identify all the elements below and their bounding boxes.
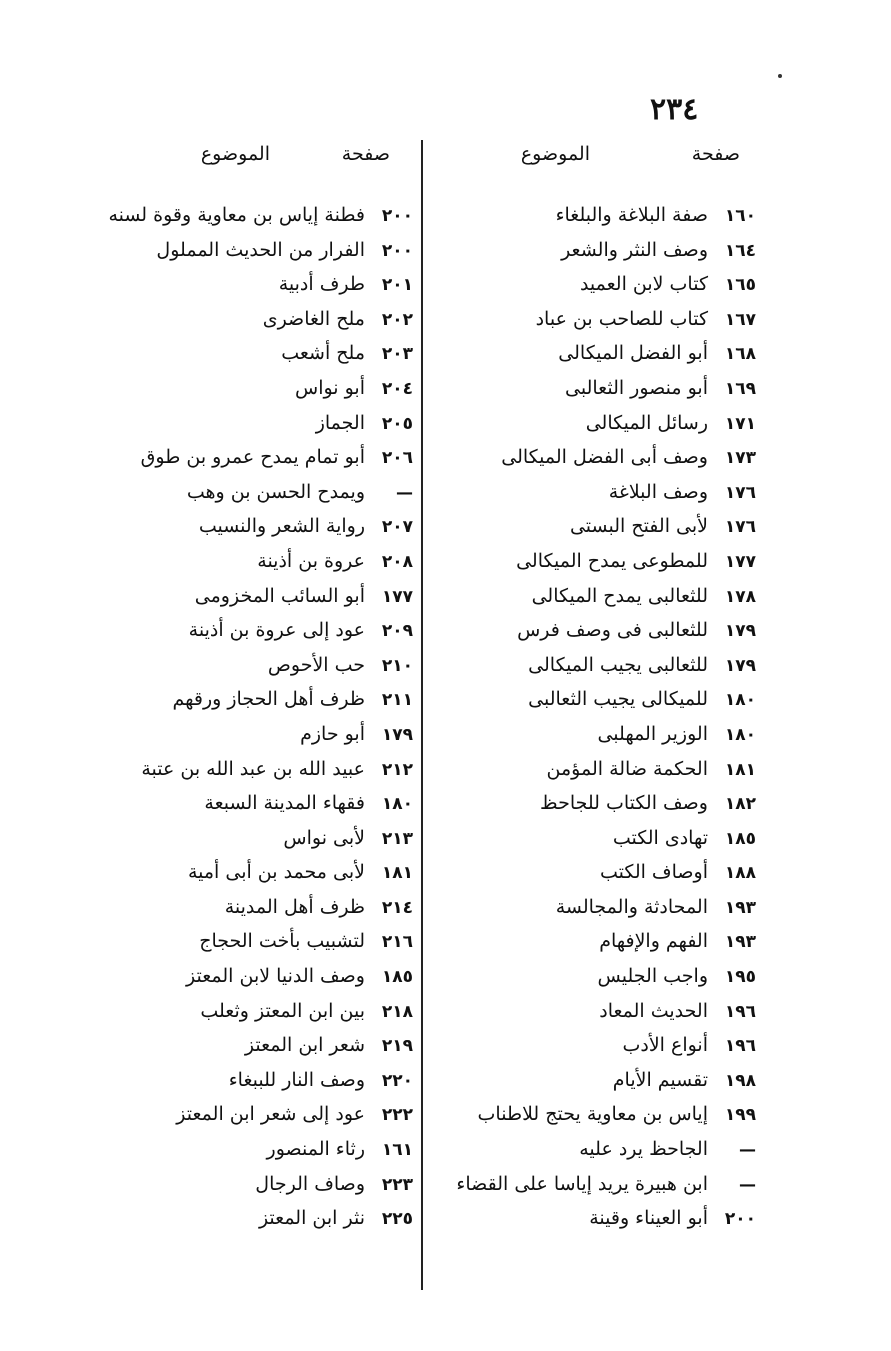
entry-topic: الفهم والإفهام	[599, 930, 708, 953]
entry-topic: ابن هبيرة يريد إياسا على القضاء	[456, 1172, 708, 1195]
index-entry	[436, 924, 756, 959]
column-divider	[421, 140, 423, 1290]
index-entry	[93, 1028, 413, 1063]
index-entry	[93, 267, 413, 302]
entry-page-number: ١٦٨	[724, 344, 756, 365]
entry-topic: الحديث المعاد	[599, 999, 708, 1022]
index-entry	[93, 371, 413, 406]
entry-page-number: ١٧٣	[724, 448, 756, 469]
entry-topic: نثر ابن المعتز	[258, 1207, 365, 1230]
entry-topic: للثعالبى يمدح الميكالى	[531, 584, 708, 607]
entry-page-number: ٢٠٠	[724, 1209, 756, 1230]
entry-topic: حب الأحوص	[267, 653, 365, 676]
entry-page-number: ٢٢٣	[381, 1174, 413, 1195]
entry-topic: للثعالبى فى وصف فرس	[517, 619, 708, 642]
index-entry	[436, 682, 756, 717]
entry-topic: أنواع الأدب	[622, 1034, 708, 1057]
index-entry	[436, 1132, 756, 1167]
entry-topic: كتاب لابن العميد	[579, 273, 708, 296]
index-entry	[93, 994, 413, 1029]
entry-topic: لتشبيب بأخت الحجاج	[199, 930, 365, 953]
left-topic-label: الموضوع	[200, 143, 270, 165]
entry-page-number: ١٧٧	[724, 551, 756, 572]
entry-topic: للثعالبى يجيب الميكالى	[528, 653, 708, 676]
entry-page-number: ١٨١	[724, 759, 756, 780]
entry-page-number: ١٦٩	[724, 378, 756, 399]
entry-page-number: ٢١٦	[381, 932, 413, 953]
entry-page-number: ١٦٤	[724, 240, 756, 261]
entry-page-number: ٢١٩	[381, 1036, 413, 1057]
entry-page-number: ٢١٢	[381, 759, 413, 780]
index-entry	[93, 579, 413, 614]
index-entry	[436, 579, 756, 614]
entry-topic: أبو حازم	[300, 722, 365, 745]
right-page-label: صفحة	[691, 143, 740, 165]
entry-topic: وصف أبى الفضل الميكالى	[501, 446, 708, 469]
entry-page-number: ١٧٧	[381, 586, 413, 607]
index-entry	[436, 406, 756, 441]
entry-topic: تهادى الكتب	[612, 826, 708, 849]
entry-page-number: ٢١٤	[381, 897, 413, 918]
entry-topic: أبو منصور الثعالبى	[565, 376, 708, 399]
entry-page-number: ١٧٩	[724, 655, 756, 676]
entry-topic: أبو الفضل الميكالى	[558, 342, 708, 365]
entry-topic: لأبى محمد بن أبى أمية	[187, 861, 365, 884]
entry-page-number: ١٦١	[381, 1140, 413, 1161]
entry-page-number: ٢٠٦	[381, 448, 413, 469]
entry-page-number: ١٦٥	[724, 275, 756, 296]
index-entry	[436, 1028, 756, 1063]
index-entry	[436, 648, 756, 683]
index-entry	[93, 302, 413, 337]
index-entry	[436, 302, 756, 337]
entry-page-number: ١٦٠	[724, 206, 756, 226]
entry-page-number: —	[739, 1174, 756, 1195]
entry-page-number: ١٧١	[724, 413, 756, 434]
entry-topic: عبيد الله بن عبد الله بن عتبة	[141, 757, 365, 780]
index-entry	[436, 198, 756, 233]
index-entry	[93, 752, 413, 787]
entry-topic: ظرف أهل المدينة	[224, 895, 365, 918]
entry-page-number: ١٨١	[381, 863, 413, 884]
entry-page-number: ١٧٦	[724, 517, 756, 538]
entry-page-number: ٢٠٣	[381, 344, 413, 365]
index-entry	[93, 959, 413, 994]
page-number: ٢٣٤	[650, 92, 699, 127]
entry-page-number: ٢٠٢	[381, 309, 413, 330]
index-entry	[436, 544, 756, 579]
entry-topic: عود إلى عروة بن أذينة	[188, 619, 365, 642]
entry-page-number: ١٨٠	[381, 794, 413, 815]
index-entry	[93, 786, 413, 821]
entry-page-number: ٢٠٨	[381, 551, 413, 572]
index-entry	[436, 717, 756, 752]
entry-topic: إياس بن معاوية يحتج للاطناب	[477, 1103, 708, 1126]
entry-page-number: ١٨٠	[724, 724, 756, 745]
index-entry	[93, 1167, 413, 1202]
index-entry	[436, 1201, 756, 1236]
index-entry	[93, 682, 413, 717]
entry-page-number: ١٩٥	[724, 967, 756, 988]
entry-page-number: ١٧٩	[381, 724, 413, 745]
entry-page-number: ٢٠٧	[381, 517, 413, 538]
index-entry	[93, 717, 413, 752]
entry-topic: أبو العيناء وقينة	[589, 1207, 708, 1230]
index-entry	[93, 648, 413, 683]
entry-topic: عود إلى شعر ابن المعتز	[176, 1103, 365, 1126]
entry-page-number: ٢٢٥	[381, 1209, 413, 1230]
index-entry	[436, 786, 756, 821]
entry-page-number: ٢١١	[381, 690, 413, 711]
entry-page-number: ٢٢٢	[381, 1105, 413, 1126]
entry-topic: صفة البلاغة والبلغاء	[555, 204, 708, 226]
entry-topic: للميكالى يجيب الثعالبى	[528, 688, 708, 711]
entry-topic: بين ابن المعتز وثعلب	[200, 999, 365, 1022]
index-entry	[436, 371, 756, 406]
entry-topic: لأبى نواس	[283, 826, 365, 849]
entry-topic: عروة بن أذينة	[257, 549, 365, 572]
entry-page-number: ١٧٩	[724, 621, 756, 642]
entry-topic: ملح أشعب	[281, 342, 365, 365]
entry-page-number: ٢٠٠	[381, 240, 413, 261]
entry-page-number: ١٨٢	[724, 794, 756, 815]
entry-page-number: ١٦٧	[724, 309, 756, 330]
entry-topic: رثاء المنصور	[266, 1138, 365, 1161]
index-entry	[93, 821, 413, 856]
entry-topic: فقهاء المدينة السبعة	[204, 792, 365, 815]
index-entry	[436, 752, 756, 787]
entry-topic: ويمدح الحسن بن وهب	[186, 480, 365, 503]
entry-page-number: ١٩٨	[724, 1070, 756, 1091]
entry-page-number: ٢١٣	[381, 828, 413, 849]
left-index-column	[93, 198, 413, 1236]
entry-page-number: ٢٠٩	[381, 621, 413, 642]
index-entry	[93, 1063, 413, 1098]
index-entry	[436, 994, 756, 1029]
entry-topic: أوصاف الكتب	[599, 861, 708, 884]
entry-topic: وصف الدنيا لابن المعتز	[186, 965, 365, 988]
entry-topic: أبو السائب المخزومى	[194, 584, 365, 607]
entry-topic: واجب الجليس	[597, 965, 708, 988]
entry-topic: طرف أدبية	[278, 273, 365, 296]
entry-topic: أبو تمام يمدح عمرو بن طوق	[140, 446, 365, 469]
index-entry	[436, 855, 756, 890]
index-entry	[436, 267, 756, 302]
index-entry	[93, 198, 413, 233]
index-entry	[436, 821, 756, 856]
entry-page-number: ١٨٥	[381, 967, 413, 988]
entry-page-number: ١٨٥	[724, 828, 756, 849]
index-entry	[436, 613, 756, 648]
entry-page-number: ١٩٩	[724, 1105, 756, 1126]
entry-topic: وصف النار للببغاء	[228, 1068, 365, 1091]
entry-topic: شعر ابن المعتز	[244, 1034, 365, 1057]
entry-page-number: ١٧٨	[724, 586, 756, 607]
entry-page-number: ١٩٣	[724, 932, 756, 953]
entry-page-number: ٢٢٠	[381, 1070, 413, 1091]
right-topic-label: الموضوع	[520, 143, 590, 165]
entry-page-number: ١٩٦	[724, 1036, 756, 1057]
index-entry	[436, 509, 756, 544]
ink-dot	[778, 74, 782, 78]
entry-topic: المحادثة والمجالسة	[555, 895, 708, 918]
index-entry	[93, 890, 413, 925]
entry-page-number: ٢١٠	[381, 655, 413, 676]
index-entry	[93, 1097, 413, 1132]
entry-topic: كتاب للصاحب بن عباد	[535, 307, 708, 330]
entry-topic: الوزير المهلبى	[597, 722, 708, 745]
entry-page-number: ١٩٦	[724, 1001, 756, 1022]
index-entry	[436, 890, 756, 925]
entry-topic: الحكمة ضالة المؤمن	[546, 757, 708, 780]
right-column-header	[460, 143, 760, 173]
index-entry	[93, 406, 413, 441]
index-entry	[93, 336, 413, 371]
right-index-column	[436, 198, 756, 1236]
entry-topic: أبو نواس	[295, 376, 365, 399]
left-column-header	[100, 143, 410, 173]
entry-topic: فطنة إياس بن معاوية وقوة لسنه	[108, 204, 365, 226]
index-entry	[436, 336, 756, 371]
index-entry	[436, 440, 756, 475]
entry-topic: وصف البلاغة	[608, 480, 708, 503]
entry-page-number: ١٨٠	[724, 690, 756, 711]
entry-topic: ظرف أهل الحجاز ورقهم	[172, 688, 365, 711]
index-entry	[93, 233, 413, 268]
index-entry	[93, 924, 413, 959]
index-entry	[93, 509, 413, 544]
entry-page-number: ١٧٦	[724, 482, 756, 503]
entry-topic: رسائل الميكالى	[585, 411, 708, 434]
index-entry	[93, 1132, 413, 1167]
entry-topic: وصف النثر والشعر	[561, 238, 708, 261]
index-entry	[436, 233, 756, 268]
index-entry	[436, 1097, 756, 1132]
entry-page-number: ٢١٨	[381, 1001, 413, 1022]
entry-topic: رواية الشعر والنسيب	[198, 515, 365, 538]
entry-topic: للمطوعى يمدح الميكالى	[516, 549, 708, 572]
index-entry	[436, 1063, 756, 1098]
entry-topic: وصاف الرجال	[255, 1172, 365, 1195]
index-entry	[93, 855, 413, 890]
entry-topic: الجاحظ يرد عليه	[579, 1138, 708, 1161]
entry-topic: ملح الغاضرى	[262, 307, 365, 330]
entry-page-number: ١٩٣	[724, 897, 756, 918]
entry-page-number: —	[739, 1140, 756, 1161]
entry-page-number: ٢٠٥	[381, 413, 413, 434]
index-entry	[93, 475, 413, 510]
entry-page-number: ٢٠٠	[381, 206, 413, 226]
entry-topic: وصف الكتاب للجاحظ	[540, 792, 708, 815]
left-page-label: صفحة	[341, 143, 390, 165]
entry-topic: الفرار من الحديث المملول	[156, 238, 365, 261]
index-entry	[93, 440, 413, 475]
entry-page-number: ٢٠١	[381, 275, 413, 296]
entry-page-number: ٢٠٤	[381, 378, 413, 399]
entry-page-number: —	[396, 482, 413, 503]
index-entry	[93, 613, 413, 648]
entry-page-number: ١٨٨	[724, 863, 756, 884]
index-entry	[436, 475, 756, 510]
entry-topic: تقسيم الأيام	[612, 1068, 708, 1091]
entry-topic: الجماز	[315, 411, 365, 434]
index-entry	[436, 1167, 756, 1202]
entry-topic: لأبى الفتح البستى	[569, 515, 708, 538]
index-entry	[436, 959, 756, 994]
index-entry	[93, 1201, 413, 1236]
index-entry	[93, 544, 413, 579]
